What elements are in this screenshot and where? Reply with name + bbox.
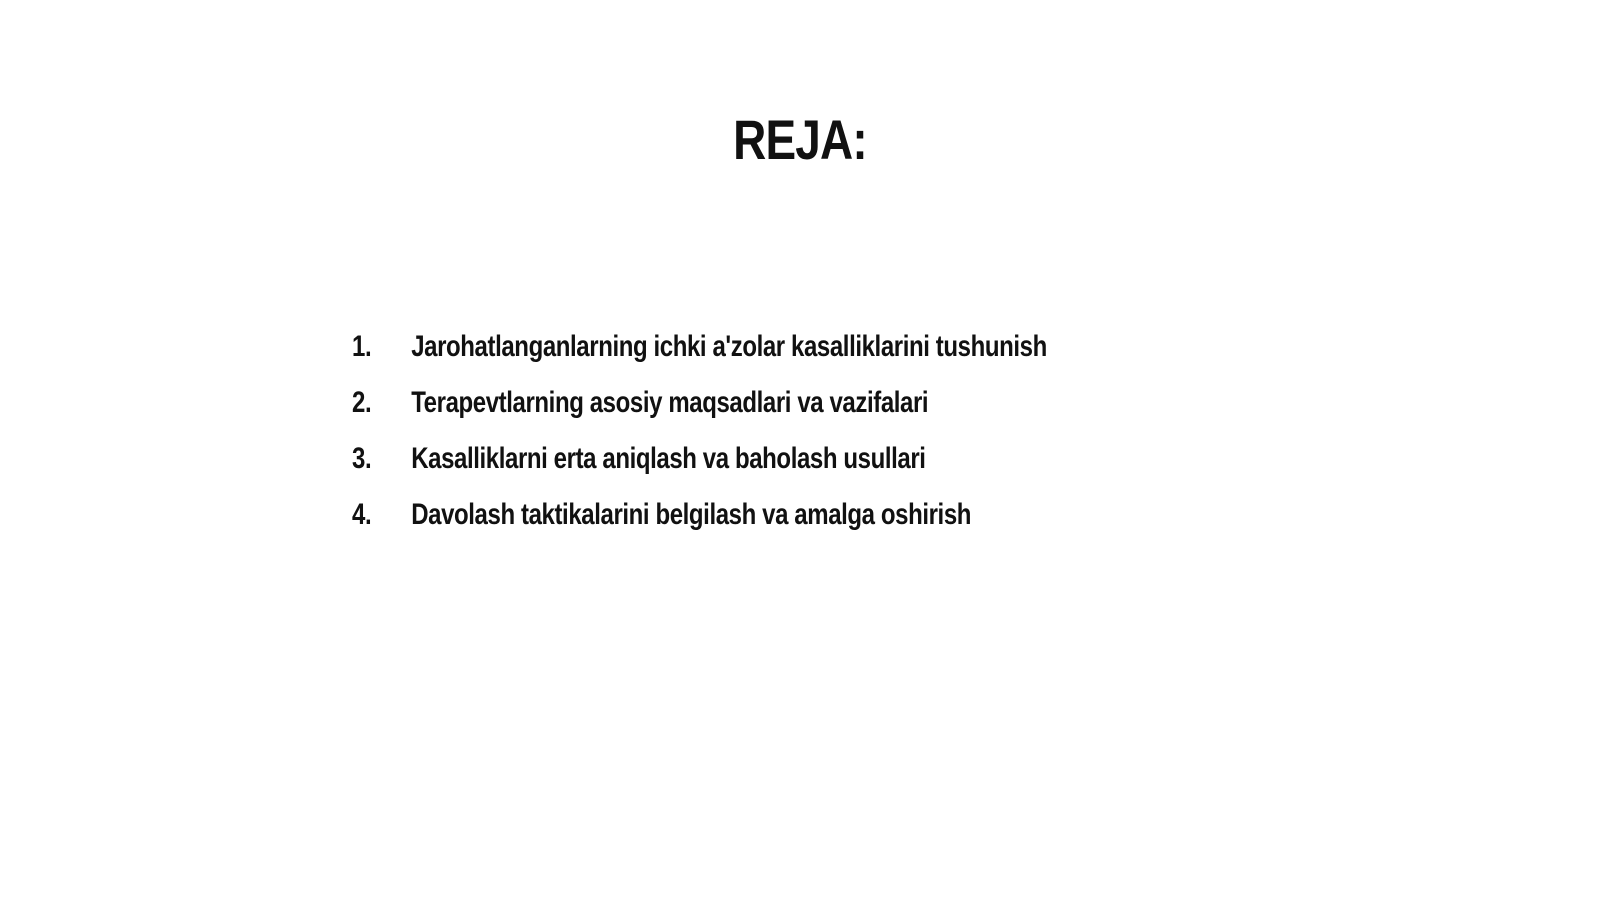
agenda-list <box>352 330 1047 554</box>
agenda-item-text: Davolash taktikalarini belgilash va amalga oshirish <box>411 498 972 531</box>
agenda-item <box>352 386 1047 442</box>
agenda-item-number: 1. <box>352 330 372 363</box>
agenda-item-number: 3. <box>352 442 372 475</box>
agenda-item <box>352 498 1047 554</box>
agenda-item-text: Kasalliklarni erta aniqlash va baholash usullari <box>411 442 926 475</box>
agenda-item-text: Jarohatlanganlarning ichki a'zolar kasalliklarini tushunish <box>411 330 1047 363</box>
slide-title: REJA: <box>733 108 867 171</box>
agenda-item-number: 2. <box>352 386 372 419</box>
agenda-item <box>352 330 1047 386</box>
agenda-item-text: Terapevtlarning asosiy maqsadlari va vazifalari <box>411 386 929 419</box>
agenda-item <box>352 442 1047 498</box>
agenda-item-number: 4. <box>352 498 372 531</box>
